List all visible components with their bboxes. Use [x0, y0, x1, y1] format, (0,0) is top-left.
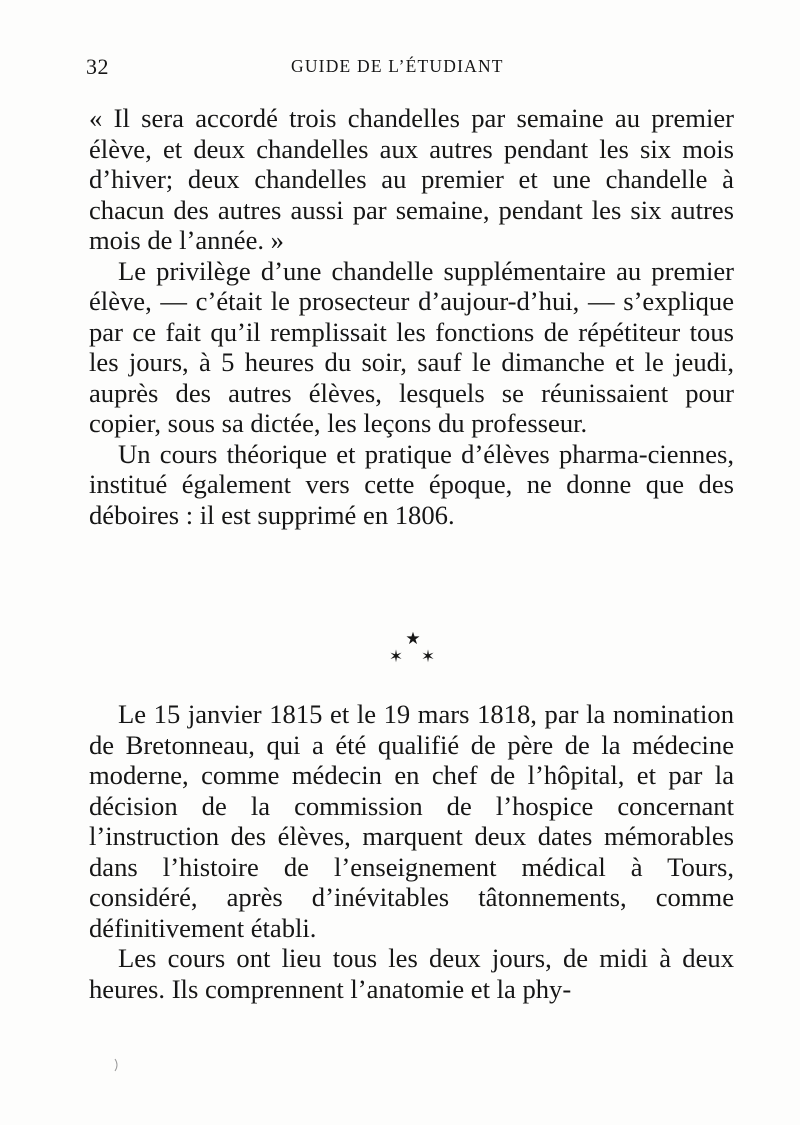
asterism-icon [378, 630, 448, 666]
page-number: 32 [86, 54, 109, 79]
paragraph-prosecteur: Le privilège d’une chandelle supplémentaire au premier élève, — c’était le prosecteur d’aujour-d’hui, — s’explique par ce fait qu’il remplissait les fonctions de répétiteur tous les jours, à 5 heures du soir, sauf le dimanche et le jeudi, auprès des autres élèves, lesquels se réunissaient pour copier, sous sa dictée, les leçons du professeur. [89, 255, 734, 438]
paragraph-pharmaciennes: Un cours théorique et pratique d’élèves pharma-ciennes, institué également vers cette époque, ne donne que des déboires : il est supprimé en 1806. [89, 438, 734, 530]
text-block-bottom [89, 699, 734, 1004]
page-header [86, 54, 734, 82]
svg-text:✶: ✶ [388, 647, 404, 666]
svg-text:★: ★ [405, 630, 421, 649]
running-title: GUIDE DE L’ÉTUDIANT [291, 56, 504, 76]
quote-paragraph: « Il sera accordé trois chandelles par semaine au premier élève, et deux chandelles aux autres pendant les six mois d’hiver; deux chandelles au premier et une chandelle à chacun des autres aussi par semaine, pendant les six autres mois de l’année. » [89, 103, 734, 255]
svg-text:✶: ✶ [420, 647, 436, 666]
paragraph-bretonneau: Le 15 janvier 1815 et le 19 mars 1818, par la nomination de Bretonneau, qui a été qualifié de père de la médecine moderne, comme médecin en chef de l’hôpital, et par la décision de la commission de l’hospice concernant l’instruction des élèves, marquent deux dates mémorables dans l’histoire de l’enseignement médical à Tours, considéré, après d’inévitables tâtonnements, comme définitivement établi. [89, 699, 734, 943]
paragraph-cours: Les cours ont lieu tous les deux jours, de midi à deux heures. Ils comprennent l’anatomie et la phy- [89, 943, 734, 1004]
text-block-top [89, 103, 734, 530]
page-blemish [114, 1058, 120, 1077]
